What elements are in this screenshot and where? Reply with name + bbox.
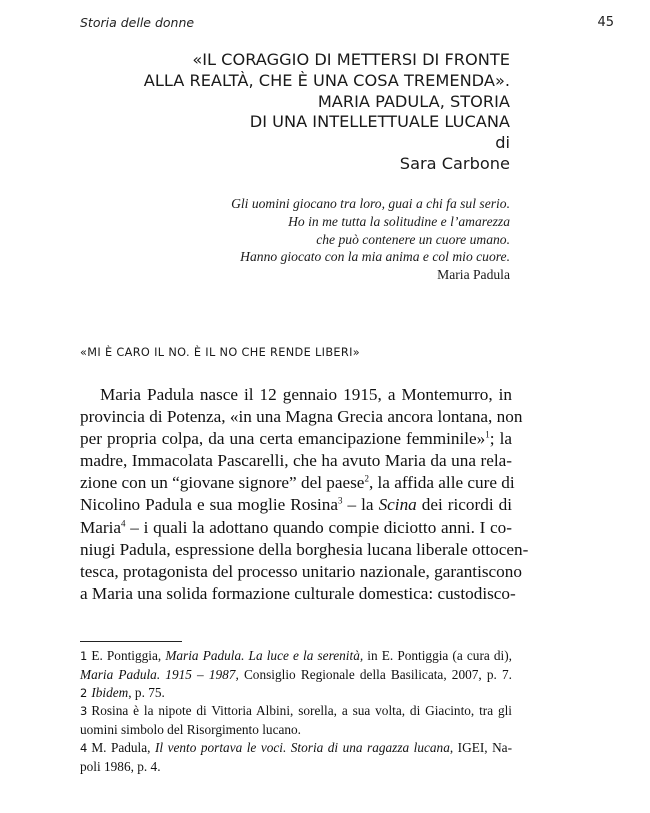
footnote-4-cont: poli 1986, p. 4. — [80, 758, 161, 774]
body-line: per propria colpa, da una certa emancipazione femminile»$^1$; la — [80, 429, 512, 449]
body-line: tesca, protagonista del processo unitario nazionale, garantiscono — [80, 561, 522, 581]
body-line: Maria Padula nasce il 12 gennaio 1915, a Montemurro, in — [100, 385, 512, 404]
footnote-2: 2 Ibidem, p. 75. — [80, 684, 165, 700]
footnote-separator — [80, 641, 182, 642]
body-line: Maria$^4$ – i quali la adottano quando compie diciotto anni. I co- — [80, 517, 512, 537]
footnotes — [80, 647, 512, 776]
epigraph-line: Ho in me tutta la solitudine e l’amarezza — [288, 213, 510, 229]
title-line: DI UNA INTELLETTUALE LUCANA — [249, 112, 510, 132]
footnote-1: 1 E. Pontiggia, Maria Padula. La luce e la serenità, in E. Pontiggia (a cura di), — [80, 648, 512, 663]
epigraph-line: Hanno giocato con la mia anima e col mio cuore. — [240, 249, 510, 265]
title-line: «IL CORAGGIO DI METTERSI DI FRONTE — [192, 50, 510, 69]
title-line: ALLA REALTÀ, CHE È UNA COSA TREMENDA». — [143, 70, 510, 90]
footnote-4: 4 M. Padula, Il vento portava le voci. Storia di una ragazza lucana, IGEI, Na- — [80, 739, 513, 755]
epigraph-author: Maria Padula — [437, 267, 510, 283]
body-line: zione con un “giovane signore” del paese$^2$, la affida alle cure di — [80, 473, 515, 493]
footnote-3: 3 Rosina è la nipote di Vittoria Albini, sorella, a sua volta, di Giacinto, tra gli — [80, 703, 512, 719]
article-title — [70, 50, 510, 175]
page-number: 45 — [597, 15, 614, 30]
epigraph — [110, 195, 510, 284]
section-heading: «MI È CARO IL NO. È IL NO CHE RENDE LIBERI» — [80, 346, 361, 359]
title-author: Sara Carbone — [399, 153, 510, 173]
body-line: Nicolino Padula e sua moglie Rosina$^3$ – la Scina dei ricordi di — [80, 495, 512, 515]
body-paragraph — [80, 384, 529, 605]
footnote-3-cont: uomini simbolo del Risorgimento lucano. — [80, 722, 301, 738]
title-by: di — [495, 133, 510, 153]
body-line: madre, Immacolata Pascarelli, che ha avuto Maria da una rela- — [80, 451, 512, 471]
body-line: provincia di Potenza, «in una Magna Grecia ancora lontana, non — [80, 407, 523, 427]
footnote-ref[interactable]: 1 — [485, 429, 490, 440]
title-line: MARIA PADULA, STORIA — [317, 91, 510, 111]
footnote-ref[interactable]: 2 — [364, 473, 369, 484]
body-line: niugi Padula, espressione della borghesia lucana liberale ottocen- — [80, 539, 529, 559]
footnote-ref[interactable]: 4 — [121, 517, 126, 528]
body-line: a Maria una solida formazione culturale domestica: custodisco- — [80, 583, 516, 603]
running-head: Storia delle donne — [80, 15, 195, 30]
epigraph-line: Gli uomini giocano tra loro, guai a chi fa sul serio. — [231, 196, 510, 211]
footnote-1-cont: Maria Padula. 1915 – 1987, Consiglio Regionale della Basilicata, 2007, p. 7. — [80, 666, 512, 682]
footnote-ref[interactable]: 3 — [338, 495, 343, 506]
epigraph-line: che può contenere un cuore umano. — [316, 231, 510, 247]
